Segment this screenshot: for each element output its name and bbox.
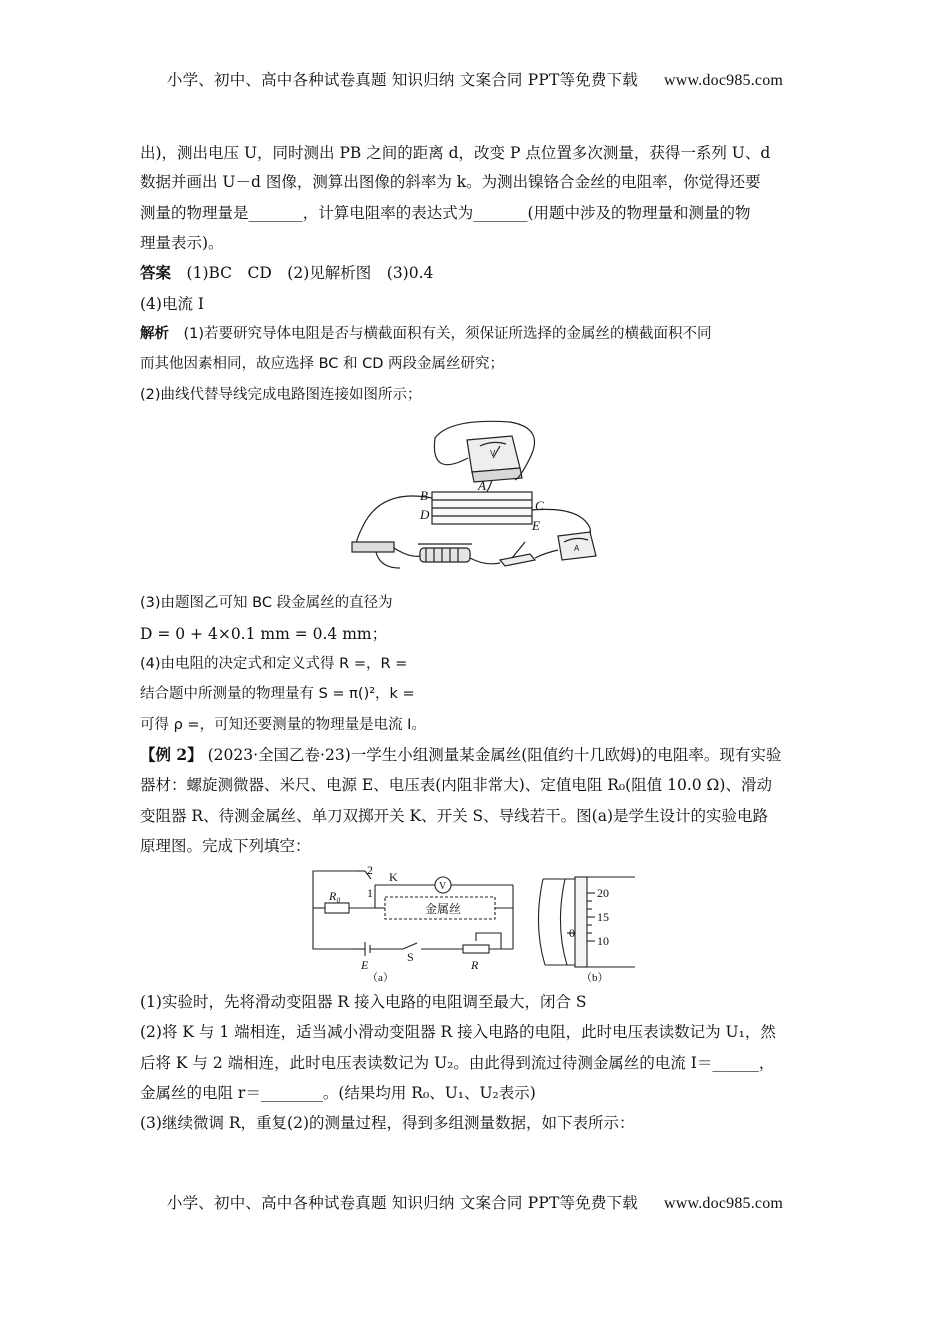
question-line: (1)实验时，先将滑动变阻器 R 接入电路的电阻调至最大，闭合 S [140, 993, 587, 1011]
battery-e-label: E [361, 958, 369, 972]
analysis-line: 而其他因素相同，故应选择 BC 和 CD 两段金属丝研究； [140, 356, 505, 372]
example-label: 【例 2】 [140, 745, 203, 764]
analysis-line: 结合题中所测量的物理量有 S = π()²，k = [140, 686, 415, 702]
question-line: 后将 K 与 2 端相连，此时电压表读数记为 U₂。由此得到流过待测金属丝的电流 I＝______， [140, 1054, 775, 1072]
metal-wire-label: 金属丝 [425, 902, 462, 916]
voltmeter-label: V [490, 449, 496, 458]
question-line: (2)将 K 与 1 端相连，适当减小滑动变阻器 R 接入电路的电阻，此时电压表读数记为 U₁，然 [140, 1023, 776, 1041]
text-line: 出)，测出电压 U，同时测出 PB 之间的距离 d，改变 P 点位置多次测量，获得一系列 U、d [140, 144, 771, 162]
micrometer-tick-0: 0 [569, 926, 575, 940]
question-line: 金属丝的电阻 r＝________。(结果均用 R₀、U₁、U₂表示) [140, 1084, 536, 1102]
switch-k-terminal-1: 1 [367, 886, 373, 900]
figure-b-caption: （b） [581, 972, 609, 983]
footer-text: 小学、初中、高中各种试卷真题 知识归纳 文案合同 PPT等免费下载 [166, 1194, 638, 1212]
answer-line-4: (4)电流 I [140, 295, 205, 313]
question-line: (3)继续微调 R，重复(2)的测量过程，得到多组测量数据，如下表所示： [140, 1114, 635, 1132]
header-text: 小学、初中、高中各种试卷真题 知识归纳 文案合同 PPT等免费下载 [166, 71, 638, 89]
answer-label: 答案 [140, 263, 172, 282]
circuit-wiring-figure [340, 418, 610, 583]
text-line: 数据并画出 U－d 图像，测算出图像的斜率为 k。为测出镍铬合金丝的电阻率，你觉得还要 [140, 173, 761, 191]
micrometer-tick-20: 20 [597, 886, 609, 900]
switch-s-label: S [407, 950, 414, 964]
answer-text: (1)BC CD (2)见解析图 (3)0.4 [186, 264, 434, 282]
switch-k-label: K [389, 870, 398, 884]
example-line: 原理图。完成下列填空： [140, 837, 311, 855]
figure-a-caption: （a） [367, 972, 394, 983]
schematic-figure [305, 865, 650, 983]
analysis-line [140, 324, 712, 344]
ammeter-label: A [574, 544, 580, 553]
answer-line [140, 263, 433, 283]
example-line: 器材：螺旋测微器、米尺、电源 E、电压表(内阻非常大)、定值电阻 R₀(阻值 10.0 Ω)、滑动 [140, 776, 772, 794]
page-footer [0, 1191, 950, 1213]
example-line [140, 745, 781, 765]
text-line: 测量的物理量是_______，计算电阻率的表达式为_______(用题中涉及的物理量和测量的物 [140, 204, 751, 222]
analysis-line: 可得 ρ =，可知还要测量的物理量是电流 I。 [140, 717, 426, 733]
voltmeter-symbol-label: V [439, 881, 447, 892]
example-line: 变阻器 R、待测金属丝、单刀双掷开关 K、开关 S、导线若干。图(a)是学生设计的实验电路 [140, 807, 768, 825]
analysis-line: (2)曲线代替导线完成电路图连接如图所示； [140, 387, 422, 403]
page-header [0, 68, 950, 90]
analysis-label: 解析 [140, 326, 169, 342]
rheostat-r-label: R [471, 958, 479, 972]
analysis-line: D = 0 + 4×0.1 mm = 0.4 mm； [140, 625, 388, 643]
analysis-text: (1)若要研究导体电阻是否与横截面积有关，须保证所选择的金属丝的横截面积不同 [183, 326, 712, 342]
label-c: C [535, 498, 544, 513]
label-a: A [478, 478, 486, 493]
micrometer-tick-10: 10 [597, 934, 609, 948]
label-e: E [532, 518, 540, 533]
label-b: B [420, 488, 428, 503]
analysis-line: (3)由题图乙可知 BC 段金属丝的直径为 [140, 595, 393, 611]
footer-url[interactable]: www.doc985.com [664, 1195, 784, 1212]
label-d: D [420, 507, 430, 522]
example-text: (2023·全国乙卷·23)一学生小组测量某金属丝(阻值约十几欧姆)的电阻率。现有实验 [207, 746, 782, 764]
header-url[interactable]: www.doc985.com [664, 72, 784, 89]
text-line: 理量表示)。 [140, 234, 224, 252]
micrometer-tick-15: 15 [597, 910, 609, 924]
analysis-line: (4)由电阻的决定式和定义式得 R =，R = [140, 656, 408, 672]
switch-k-terminal-2: 2 [367, 865, 373, 877]
resistor-r0-label: R₀ [329, 889, 341, 903]
